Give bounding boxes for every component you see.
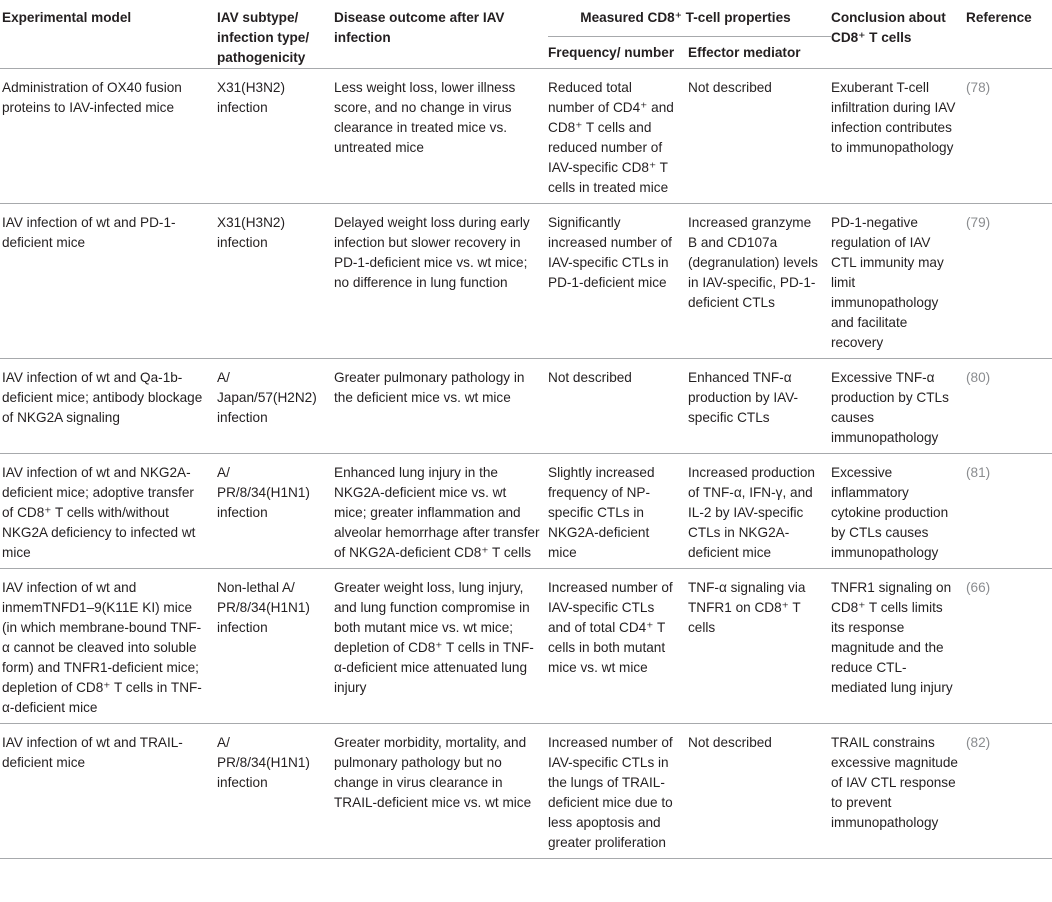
cell-effector: Enhanced TNF-α production by IAV-specific CTLs <box>688 359 831 454</box>
cell-outcome: Greater pulmonary pathology in the deficient mice vs. wt mice <box>334 359 548 454</box>
cell-outcome: Delayed weight loss during early infection but slower recovery in PD-1-deficient mice vs. wt mice; no difference in lung function <box>334 204 548 359</box>
cell-conclusion: PD-1-negative regulation of IAV CTL immunity may limit immunopathology and facilitate recovery <box>831 204 966 359</box>
cell-subtype: Non-lethal A/ PR/8/34(H1N1) infection <box>217 569 334 724</box>
header-iav-subtype: IAV subtype/ infection type/ pathogenicity <box>217 0 334 69</box>
cell-conclusion: Excessive inflammatory cytokine production by CTLs causes immunopathology <box>831 454 966 569</box>
table-header <box>0 0 1052 69</box>
reference-link[interactable]: (82) <box>966 724 1052 859</box>
cell-frequency: Reduced total number of CD4⁺ and CD8⁺ T cells and reduced number of IAV-specific CD8⁺ T cells in treated mice <box>548 69 688 204</box>
reference-link[interactable]: (81) <box>966 454 1052 569</box>
header-reference: Reference <box>966 0 1052 69</box>
cell-frequency: Not described <box>548 359 688 454</box>
table-row <box>0 204 1052 359</box>
cell-conclusion: Excessive TNF-α production by CTLs causes immunopathology <box>831 359 966 454</box>
cell-effector: Not described <box>688 724 831 859</box>
cell-outcome: Greater weight loss, lung injury, and lung function compromise in both mutant mice vs. wt mice; depletion of CD8⁺ T cells in TNF-α-deficient mice attenuated lung injury <box>334 569 548 724</box>
reference-link[interactable]: (79) <box>966 204 1052 359</box>
cell-effector: Increased production of TNF-α, IFN-γ, and IL-2 by IAV-specific CTLs in NKG2A-deficient mice <box>688 454 831 569</box>
cell-effector: TNF-α signaling via TNFR1 on CD8⁺ T cells <box>688 569 831 724</box>
header-measured-properties: Measured CD8⁺ T-cell properties <box>548 0 831 36</box>
cell-outcome: Less weight loss, lower illness score, and no change in virus clearance in treated mice vs. untreated mice <box>334 69 548 204</box>
cell-frequency: Significantly increased number of IAV-specific CTLs in PD-1-deficient mice <box>548 204 688 359</box>
table-row <box>0 359 1052 454</box>
cell-model: IAV infection of wt and inmemTNFD1–9(K11E KI) mice (in which membrane-bound TNF-α cannot be cleaved into soluble form) and TNFR1-deficient mice; depletion of CD8⁺ T cells in TNF-α-deficient mice <box>0 569 217 724</box>
cell-subtype: A/ PR/8/34(H1N1) infection <box>217 724 334 859</box>
header-frequency-number: Frequency/ number <box>548 36 688 68</box>
cell-conclusion: TRAIL constrains excessive magnitude of IAV CTL response to prevent immunopathology <box>831 724 966 859</box>
table-row <box>0 454 1052 569</box>
cell-subtype: A/ Japan/57(H2N2) infection <box>217 359 334 454</box>
reference-link[interactable]: (66) <box>966 569 1052 724</box>
table-row <box>0 569 1052 724</box>
cell-frequency: Increased number of IAV-specific CTLs in the lungs of TRAIL-deficient mice due to less apoptosis and greater proliferation <box>548 724 688 859</box>
cell-outcome: Enhanced lung injury in the NKG2A-deficient mice vs. wt mice; greater inflammation and alveolar hemorrhage after transfer of NKG2A-deficient CD8⁺ T cells <box>334 454 548 569</box>
table-body <box>0 69 1052 859</box>
cell-effector: Not described <box>688 69 831 204</box>
cell-subtype: X31(H3N2) infection <box>217 69 334 204</box>
cell-model: Administration of OX40 fusion proteins to IAV-infected mice <box>0 69 217 204</box>
cell-frequency: Increased number of IAV-specific CTLs and of total CD4⁺ T cells in both mutant mice vs. wt mice <box>548 569 688 724</box>
header-experimental-model: Experimental model <box>0 0 217 69</box>
table-row <box>0 724 1052 859</box>
cell-conclusion: Exuberant T-cell infiltration during IAV infection contributes to immunopathology <box>831 69 966 204</box>
header-effector-mediator: Effector mediator <box>688 36 831 68</box>
cell-model: IAV infection of wt and Qa-1b-deficient mice; antibody blockage of NKG2A signaling <box>0 359 217 454</box>
cell-conclusion: TNFR1 signaling on CD8⁺ T cells limits its response magnitude and the reduce CTL-mediated lung injury <box>831 569 966 724</box>
header-conclusion: Conclusion about CD8⁺ T cells <box>831 0 966 69</box>
cell-subtype: X31(H3N2) infection <box>217 204 334 359</box>
table-row <box>0 69 1052 204</box>
cell-model: IAV infection of wt and TRAIL-deficient mice <box>0 724 217 859</box>
cell-frequency: Slightly increased frequency of NP-specific CTLs in NKG2A-deficient mice <box>548 454 688 569</box>
cell-outcome: Greater morbidity, mortality, and pulmonary pathology but no change in virus clearance in TRAIL-deficient mice vs. wt mice <box>334 724 548 859</box>
cell-model: IAV infection of wt and NKG2A-deficient mice; adoptive transfer of CD8⁺ T cells with/without NKG2A deficiency to infected wt mice <box>0 454 217 569</box>
cell-model: IAV infection of wt and PD-1-deficient mice <box>0 204 217 359</box>
header-disease-outcome: Disease outcome after IAV infection <box>334 0 548 69</box>
cell-subtype: A/ PR/8/34(H1N1) infection <box>217 454 334 569</box>
reference-link[interactable]: (80) <box>966 359 1052 454</box>
cell-effector: Increased granzyme B and CD107a (degranulation) levels in IAV-specific, PD-1-deficient CTLs <box>688 204 831 359</box>
reference-link[interactable]: (78) <box>966 69 1052 204</box>
